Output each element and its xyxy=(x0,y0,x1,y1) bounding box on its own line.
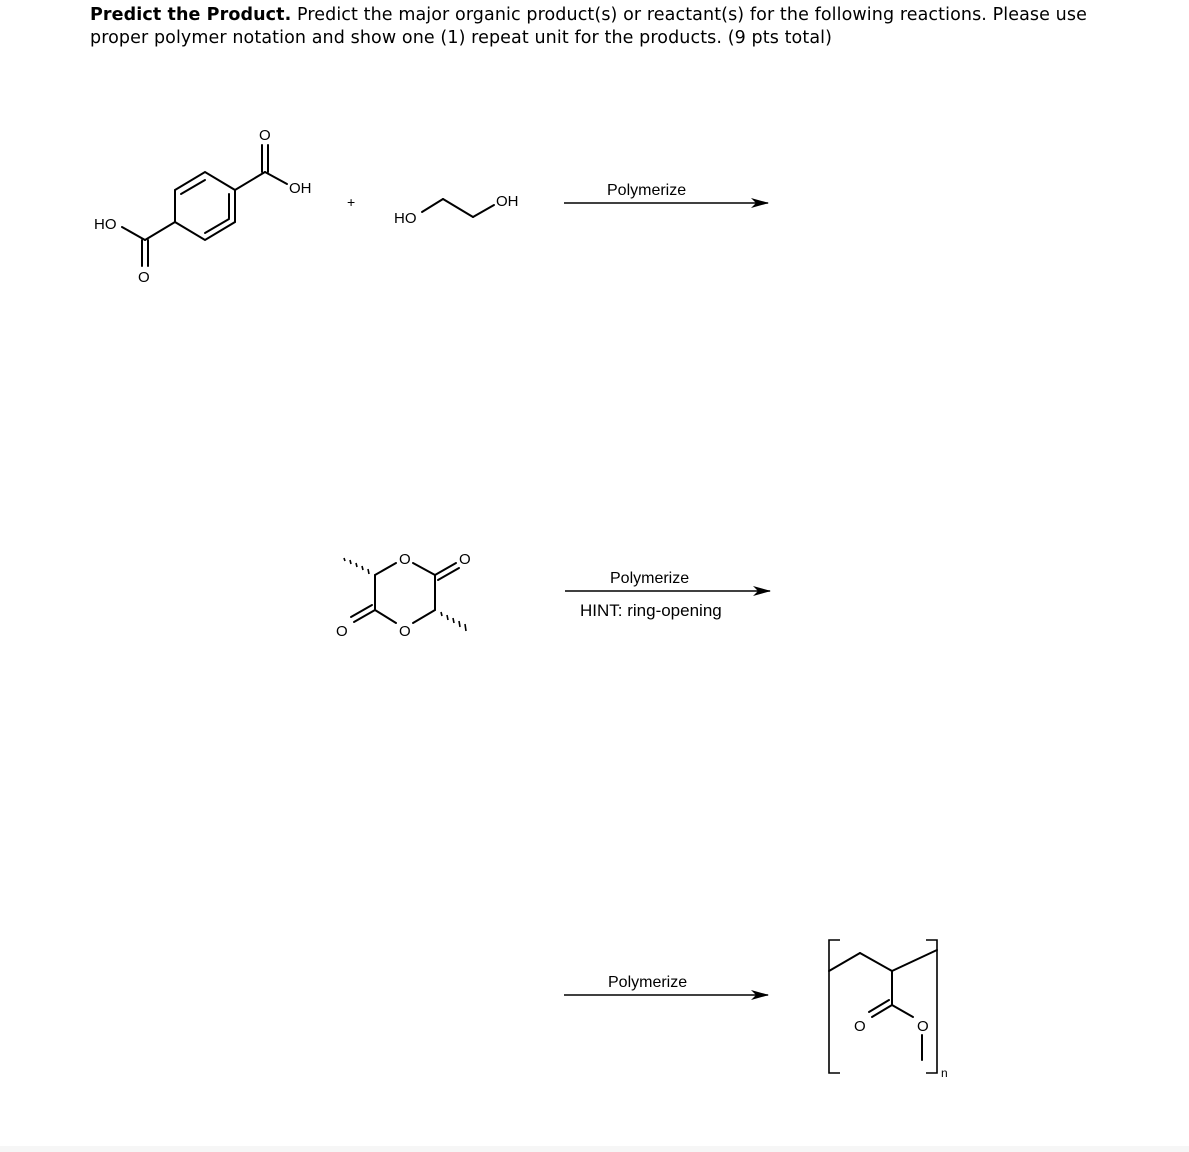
ethylene-glycol-ho: HO xyxy=(394,210,417,227)
ring-oxygen-bottom: O xyxy=(399,623,411,640)
hint-ring-opening: HINT: ring-opening xyxy=(580,601,722,620)
product-carbonyl-oxygen: O xyxy=(854,1018,866,1035)
condition-polymerize-3: Polymerize xyxy=(608,974,688,991)
hashed-methyl-left xyxy=(344,558,369,574)
hashed-methyl-right xyxy=(441,612,466,631)
carbonyl-oxygen-top: O xyxy=(259,127,271,144)
hydroxyl-left: HO xyxy=(94,216,117,233)
instructions-body: Predict the major organic product(s) or reactant(s) for the following reactions. Please use proper polymer notation and show one (1) repeat unit for the products. (9 pts total) xyxy=(90,5,1087,48)
terephthalic-acid xyxy=(94,127,312,286)
benzene-ring xyxy=(175,172,235,240)
carbonyl-oxygen-left: O xyxy=(336,623,348,640)
carbonyl-oxygen-right: O xyxy=(459,551,471,568)
carbonyl-oxygen-bottom: O xyxy=(138,269,150,286)
condition-polymerize-2: Polymerize xyxy=(610,570,690,587)
hydroxyl-right: OH xyxy=(289,180,312,197)
repeat-subscript-n: n xyxy=(941,1066,948,1080)
page-footer-band xyxy=(0,1146,1189,1152)
bracket-right xyxy=(926,940,937,1073)
product-ester-oxygen: O xyxy=(917,1018,929,1035)
ethylene-glycol xyxy=(394,193,519,227)
instructions-heading: Predict the Product. xyxy=(90,5,292,25)
plus-sign: + xyxy=(347,194,356,210)
poly-methyl-acrylate-product xyxy=(829,940,948,1080)
lactide xyxy=(336,551,471,640)
ring-oxygen-top: O xyxy=(399,551,411,568)
bracket-left xyxy=(829,940,840,1073)
ethylene-glycol-oh: OH xyxy=(496,193,519,210)
condition-polymerize-1: Polymerize xyxy=(607,182,687,199)
